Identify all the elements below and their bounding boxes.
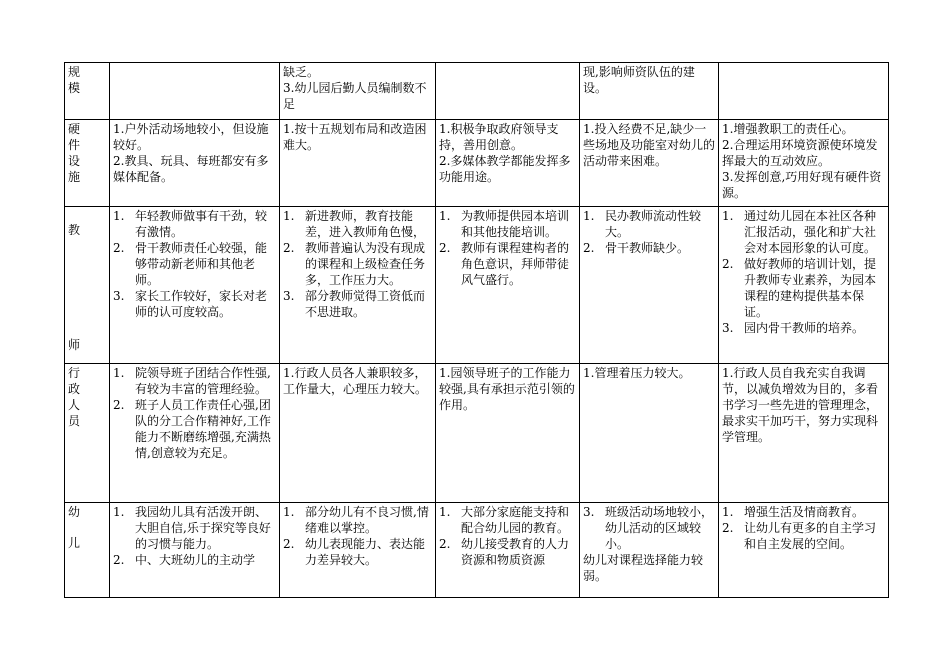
table-row	[65, 207, 889, 364]
category-label	[68, 208, 106, 361]
list-number: 2.	[113, 398, 125, 412]
cell-paragraph: 1.户外活动场地较小，但设施较好。	[113, 122, 269, 152]
table-row	[65, 503, 889, 598]
list-number: 1.	[113, 366, 125, 380]
table-cell	[110, 364, 280, 503]
list-item	[113, 397, 276, 461]
table-cell	[719, 120, 889, 207]
list-item	[283, 240, 432, 288]
list-item	[722, 208, 885, 256]
list-item	[722, 504, 885, 520]
list-item	[113, 365, 276, 397]
table-cell	[436, 63, 580, 120]
cell-paragraph: 2.教具、玩具、每班都安有多媒体配备。	[113, 154, 269, 184]
table-cell	[436, 503, 580, 598]
cell-list	[113, 365, 276, 461]
cell-paragraph: 3.幼儿园后勤人员编制数不足	[283, 81, 427, 111]
list-number: 2.	[113, 553, 125, 567]
cell-paragraph: 现,影响师资队伍的建设。	[583, 65, 695, 95]
cell-paragraph: 2.合理运用环境资源使环境发挥最大的互动效应。	[722, 138, 878, 168]
cell-list	[722, 208, 885, 336]
list-text: 为教师提供园本培训和其他技能培训。	[461, 209, 570, 239]
cell-paragraph: 1.按十五规划布局和改造困难大。	[283, 122, 427, 152]
category-label: 行政人员	[68, 366, 81, 428]
list-text: 部分教师觉得工资低而不思进取。	[305, 289, 426, 319]
list-item	[283, 288, 432, 320]
table-cell	[436, 120, 580, 207]
list-item	[113, 240, 276, 288]
table-row	[65, 63, 889, 120]
table-cell	[580, 63, 719, 120]
list-text: 增强生活及情商教育。	[744, 505, 865, 519]
cell-paragraph: 缺乏。	[283, 65, 320, 79]
list-number: 3.	[722, 321, 734, 335]
list-text: 部分幼儿有不良习惯,情绪难以掌控。	[305, 505, 429, 535]
list-number: 1.	[439, 209, 451, 223]
list-number: 2.	[113, 241, 125, 255]
cell-list	[439, 208, 576, 288]
category-label-top: 教	[68, 223, 81, 237]
list-item	[439, 536, 576, 568]
list-number: 1.	[583, 209, 595, 223]
table-cell	[280, 120, 436, 207]
list-text: 家长工作较好，家长对老师的认可度较高。	[135, 289, 268, 319]
table-cell	[280, 364, 436, 503]
row-category	[65, 503, 110, 598]
table-cell	[110, 207, 280, 364]
category-label-bottom: 师	[68, 338, 81, 352]
table-cell	[580, 364, 719, 503]
cell-list	[113, 208, 276, 320]
table-cell	[436, 364, 580, 503]
cell-paragraph: 3.发挥创意,巧用好现有硬件资源。	[722, 170, 882, 200]
table-cell	[719, 63, 889, 120]
table-cell	[580, 503, 719, 598]
cell-paragraph: 2.多媒体教学都能发挥多功能用途。	[439, 154, 571, 184]
table-row	[65, 120, 889, 207]
list-text: 幼儿表现能力、表达能力差异较大。	[305, 537, 426, 567]
cell-list	[283, 504, 432, 568]
table-cell	[110, 503, 280, 598]
list-text: 班子人员工作责任心强,团队的分工合作精神好,工作能力不断磨练增强,充满热情,创意较为充足。	[135, 398, 271, 460]
row-category	[65, 364, 110, 503]
cell-list	[583, 208, 715, 256]
list-number: 1.	[722, 209, 734, 223]
list-item	[583, 504, 715, 552]
list-number: 2.	[583, 241, 595, 255]
list-number: 1.	[283, 209, 295, 223]
list-number: 2.	[283, 537, 295, 551]
list-item	[113, 288, 276, 320]
list-number: 1.	[113, 209, 125, 223]
table-cell	[110, 63, 280, 120]
list-text: 园内骨干教师的培养。	[744, 321, 865, 335]
list-item	[439, 240, 576, 288]
cell-paragraph: 1.园领导班子的工作能力较强,具有承担示范引领的作用。	[439, 366, 575, 412]
category-label: 规模	[68, 65, 81, 95]
list-item	[113, 504, 276, 552]
table-cell	[719, 207, 889, 364]
list-number: 1.	[283, 505, 295, 519]
list-item	[722, 520, 885, 552]
cell-list	[583, 504, 715, 552]
table-cell	[280, 207, 436, 364]
list-text: 中、大班幼儿的主动学	[135, 553, 256, 567]
category-label	[68, 504, 106, 595]
list-text: 民办教师流动性较大。	[605, 209, 702, 239]
swot-table	[64, 62, 889, 598]
list-text: 做好教师的培训计划，提升教师专业素养，为园本课程的建构提供基本保证。	[744, 257, 877, 319]
list-number: 3.	[583, 505, 595, 519]
table-cell	[280, 503, 436, 598]
cell-paragraph: 1.增强教职工的责任心。	[722, 122, 854, 136]
list-number: 2.	[283, 241, 295, 255]
list-number: 2.	[439, 241, 451, 255]
list-text: 教师普遍认为没有现成的课程和上级检查任务多，工作压力大。	[305, 241, 426, 287]
table-row	[65, 364, 889, 503]
category-label-top: 幼	[68, 505, 81, 519]
list-text: 大部分家庭能支持和配合幼儿园的教育。	[461, 505, 570, 535]
table-cell	[719, 503, 889, 598]
table-cell	[436, 207, 580, 364]
list-number: 2.	[722, 521, 734, 535]
list-text: 班级活动场地较小，幼儿活动的区域较小。	[605, 505, 714, 551]
table-cell	[719, 364, 889, 503]
cell-list	[439, 504, 576, 568]
list-text: 新进教师，教育技能差，进入教师角色慢，	[305, 209, 426, 239]
cell-paragraph: 1.行政人员各人兼职较多，工作量大，心理压力较大。	[283, 366, 428, 396]
list-text: 我园幼儿具有活泼开朗、大胆自信,乐于探究等良好的习惯与能力。	[135, 505, 271, 551]
list-text: 教师有课程建构者的角色意识，拜师带徒风气盛行。	[461, 241, 570, 287]
cell-paragraph: 1.积极争取政府领导支持，善用创意。	[439, 122, 559, 152]
row-category	[65, 63, 110, 120]
list-number: 1.	[439, 505, 451, 519]
list-number: 2.	[439, 537, 451, 551]
list-item	[283, 504, 432, 536]
list-item	[439, 504, 576, 536]
cell-paragraph: 1.投入经费不足,缺少一些场地及功能室对幼儿的活动带来困难。	[583, 122, 716, 168]
list-item	[722, 256, 885, 320]
list-text: 院领导班子团结合作性强,有较为丰富的管理经验。	[135, 366, 271, 396]
category-label: 硬件设施	[68, 122, 81, 184]
list-number: 2.	[722, 257, 734, 271]
list-item	[439, 208, 576, 240]
list-item	[283, 208, 432, 240]
cell-paragraph: 1.管理着压力较大。	[583, 366, 691, 380]
row-category	[65, 207, 110, 364]
list-text: 幼儿接受教育的人力资源和物质资源	[461, 537, 570, 567]
list-text: 年轻教师做事有干劲，较有激情。	[135, 209, 268, 239]
list-number: 1.	[113, 505, 125, 519]
list-number: 3.	[283, 289, 295, 303]
cell-list	[113, 504, 276, 568]
table-cell	[280, 63, 436, 120]
cell-list	[283, 208, 432, 320]
category-label-bottom: 儿	[68, 536, 81, 550]
table-cell	[580, 120, 719, 207]
list-item	[583, 208, 715, 240]
list-number: 3.	[113, 289, 125, 303]
row-category	[65, 120, 110, 207]
list-text: 通过幼儿园在本社区各种汇报活动，强化和扩大社会对本园形象的认可度。	[744, 209, 877, 255]
list-item	[113, 208, 276, 240]
cell-list	[722, 504, 885, 552]
list-item	[283, 536, 432, 568]
list-item	[583, 240, 715, 256]
list-text: 让幼儿有更多的自主学习和自主发展的空间。	[744, 521, 877, 551]
list-item	[722, 320, 885, 336]
cell-paragraph: 1.行政人员自我充实自我调节，以减负增效为目的，多看书学习一些先进的管理理念，最求实干加巧干，努力实现科学管理。	[722, 366, 879, 444]
cell-paragraph: 幼儿对课程选择能力较弱。	[583, 553, 704, 583]
list-number: 1.	[722, 505, 734, 519]
list-text: 骨干教师缺少。	[605, 241, 690, 255]
table-cell	[110, 120, 280, 207]
list-text: 骨干教师责任心较强，能够带动新老师和其他老师。	[135, 241, 268, 287]
list-item	[113, 552, 276, 568]
table-cell	[580, 207, 719, 364]
